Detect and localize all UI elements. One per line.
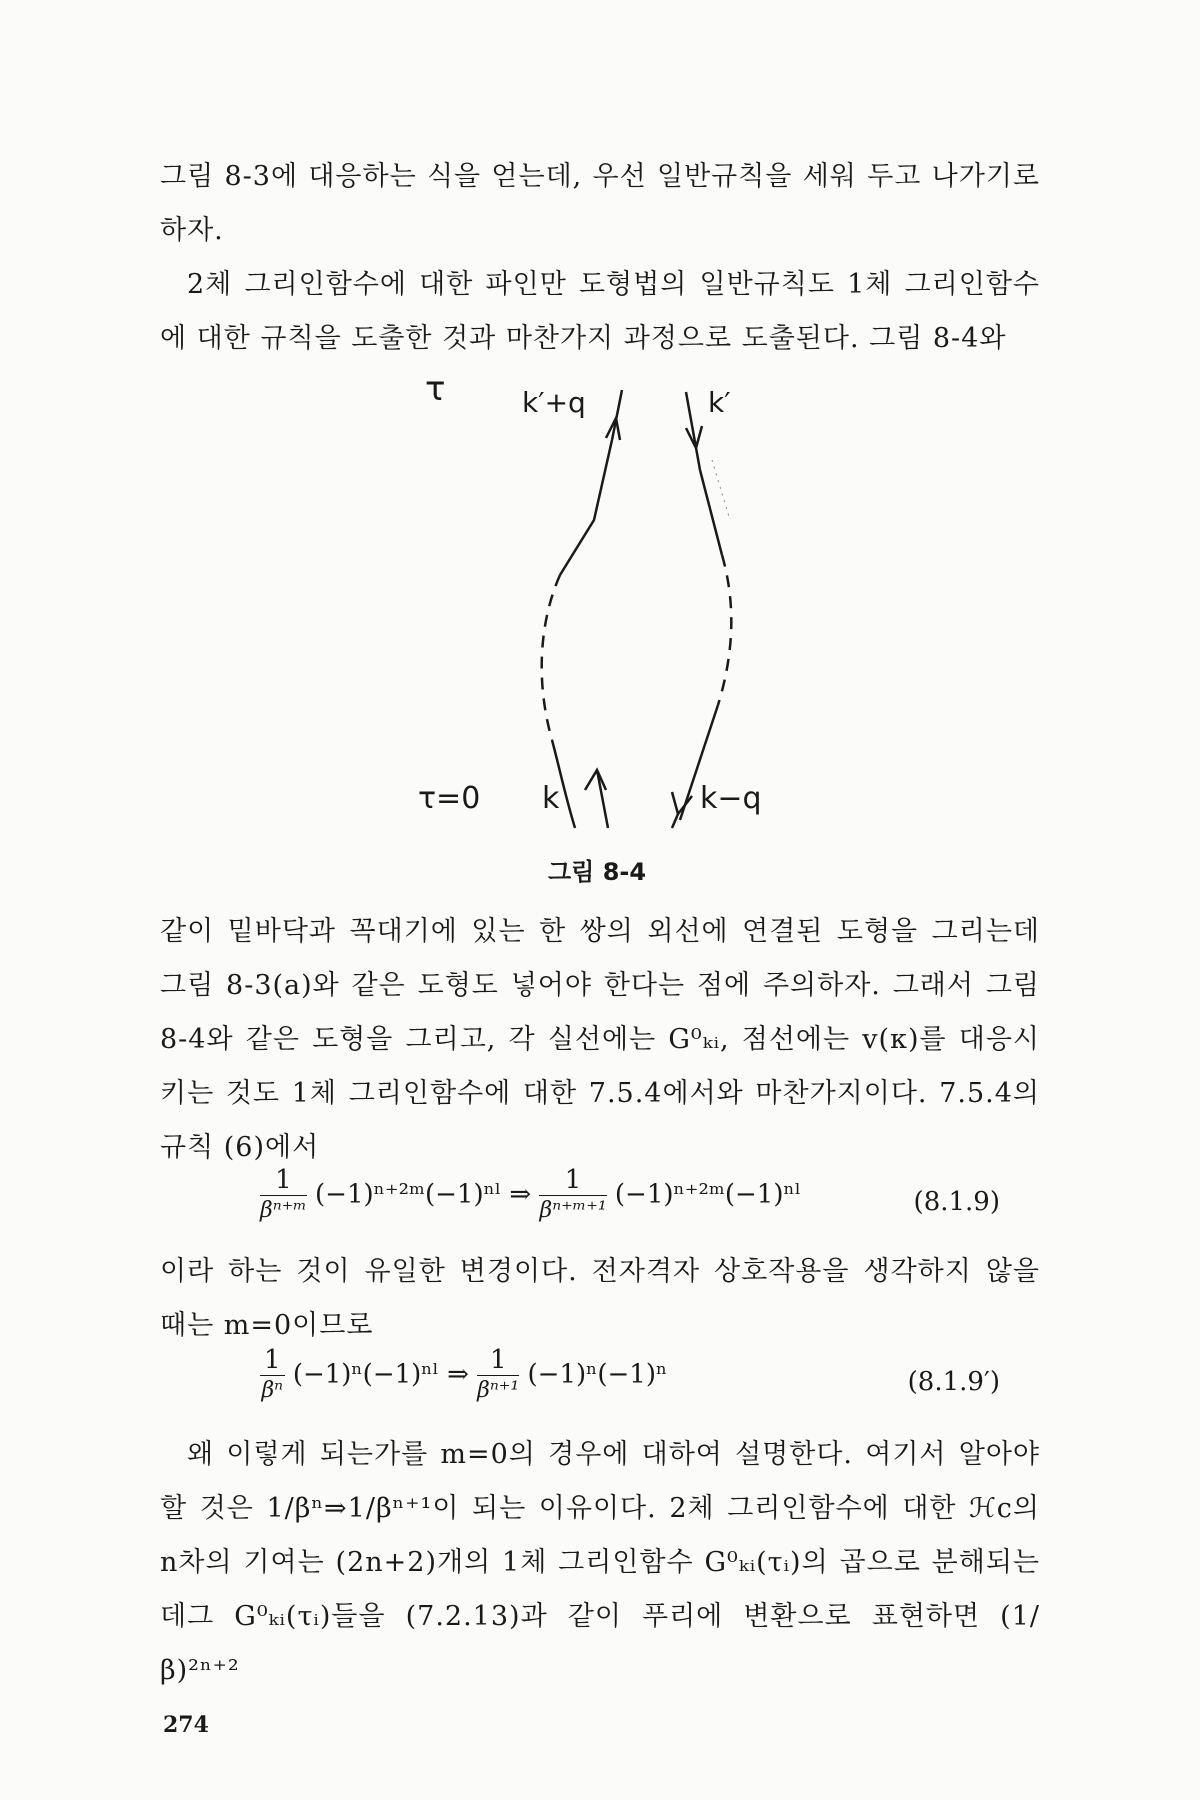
equation-number: (8.1.9) — [913, 1187, 1000, 1217]
right-dashed-line — [718, 555, 731, 705]
fraction-right: $\frac{1}{\text{βⁿ⁺ᵐ⁺¹}}$ — [539, 1165, 607, 1223]
fraction-left: $\frac{1}{\text{βⁿ⁺ᵐ}}$ — [260, 1165, 307, 1223]
label-top-right: k′ — [708, 386, 731, 419]
page-number: 274 — [163, 1712, 209, 1738]
right-upper-solid-line — [700, 470, 722, 555]
label-top-left: k′+q — [522, 386, 586, 419]
paragraph-3: 같이 밑바닥과 꼭대기에 있는 한 쌍의 외선에 연결된 도형을 그리는데 그림 8-3(a)와 같은 도형도 넣어야 한다는 점에 주의하자. 그래서 그림 8-4와 같은 도형을 그리고, 각 실선에는 G⁰ₖᵢ, 점선에는 v(κ)를 대응시키는 것도 1체 그리인함수에 대한 7.5.4에서와 마찬가지이다. 7.5.4의 규칙 (6)에서 — [160, 916, 1040, 1163]
arrow-up-bottom-left-icon — [585, 770, 606, 790]
paragraph-5: 왜 이렇게 되는가를 m=0의 경우에 대하여 설명한다. 여기서 알아야 할 것은 1/βⁿ⇒1/βⁿ⁺¹이 되는 이유이다. 2체 그리인함수에 대한 ℋc의 n차의 기여는 (2n+2)개의 1체 그리인함수 G⁰ₖᵢ(τᵢ)의 곱으로 분해되는데그 G⁰ₖᵢ(τᵢ)들을 (7.2.13)과 같이 푸리에 변환으로 표현하면 (1/β)²ⁿ⁺² — [160, 1439, 1040, 1686]
equation-8-1-9-prime: $\frac{1}{\text{βⁿ}}$ (−1)ⁿ(−1)ⁿˡ ⇒ $\frac{1}{\text{βⁿ⁺¹}}$ (−1)ⁿ(−1)ⁿ (8.1.9′) — [160, 1345, 1040, 1415]
label-bottom-right: k−q — [700, 781, 762, 816]
fraction-left: $\frac{1}{\text{βⁿ}}$ — [261, 1345, 284, 1403]
paragraph-2: 2체 그리인함수에 대한 파인만 도형법의 일반규칙도 1체 그리인함수에 대한 규칙을 도출한 것과 마찬가지 과정으로 도출된다. 그림 8-4와 — [160, 269, 1040, 354]
paragraph-4: 이라 하는 것이 유일한 변경이다. 전자격자 상호작용을 생각하지 않을 때는 m=0이므로 — [160, 1256, 1040, 1341]
left-upper-solid-line — [560, 440, 612, 575]
label-tau: τ — [425, 369, 446, 409]
left-dashed-line — [542, 575, 560, 740]
figure-caption: 그림 8-4 — [548, 858, 647, 886]
equation-number: (8.1.9′) — [907, 1367, 1000, 1397]
fraction-right: $\frac{1}{\text{βⁿ⁺¹}}$ — [477, 1345, 520, 1403]
paragraph-1: 그림 8-3에 대응하는 식을 얻는데, 우선 일반규칙을 세워 두고 나가기로 하자. — [160, 161, 1040, 246]
label-bottom-left: k — [542, 781, 560, 816]
label-tau-zero: τ=0 — [418, 781, 481, 816]
equation-8-1-9: $\frac{1}{\text{βⁿ⁺ᵐ}}$ (−1)ⁿ⁺²ᵐ(−1)ⁿˡ ⇒ $\frac{1}{\text{βⁿ⁺ᵐ⁺¹}}$ (−1)ⁿ⁺²ᵐ(−1)ⁿˡ (8.1.9) — [160, 1165, 1040, 1235]
